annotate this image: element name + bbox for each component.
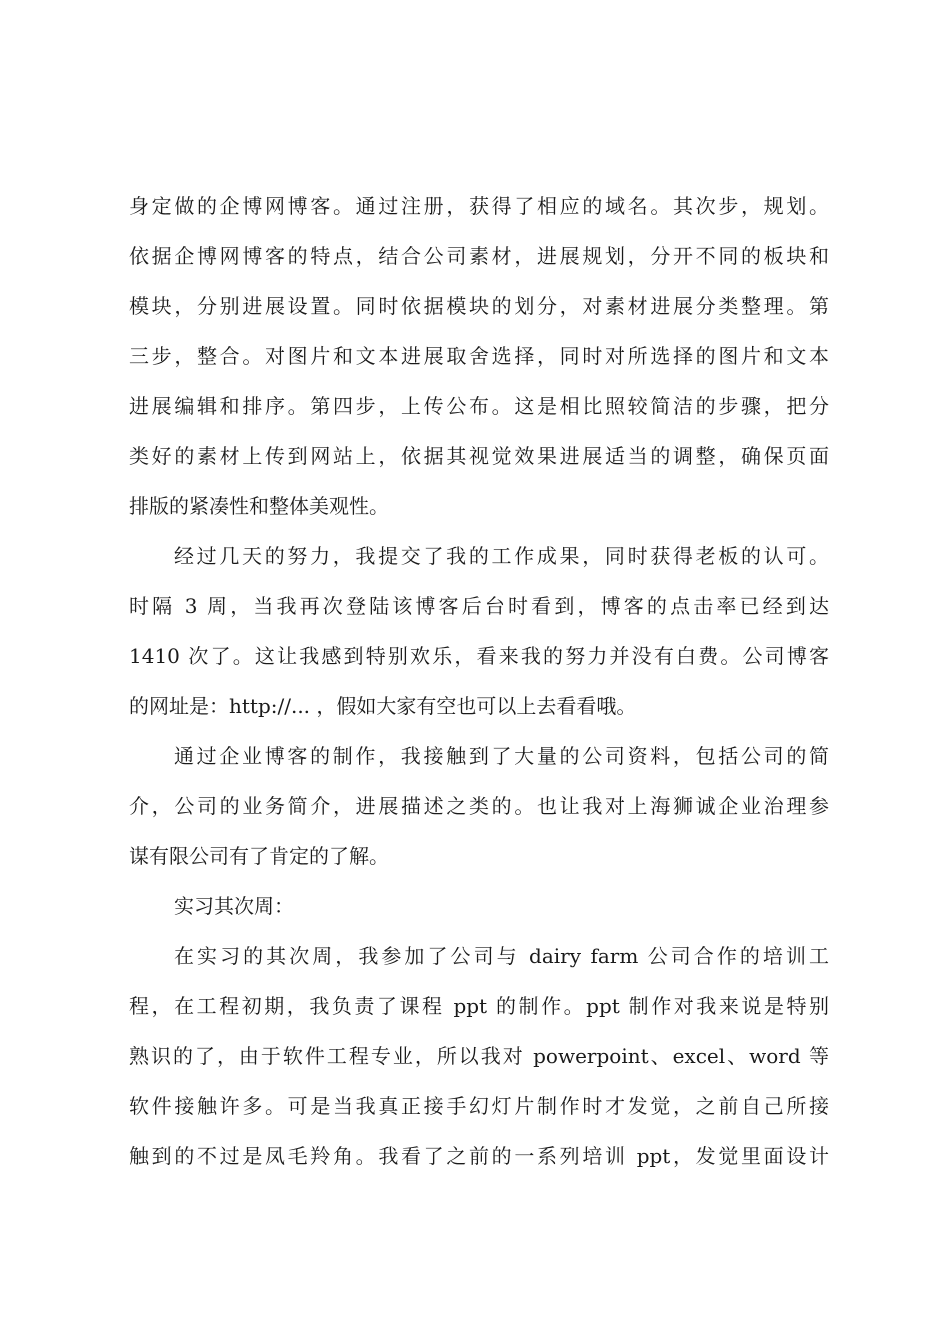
text-line: 经过几天的努力，我提交了我的工作成果，同时获得老板的认可。	[174, 544, 829, 568]
text-line: 进展编辑和排序。第四步，上传公布。这是相比照较简洁的步骤，把分	[129, 394, 829, 418]
text-line: 依据企博网博客的特点，结合公司素材，进展规划，分开不同的板块和	[129, 244, 829, 268]
text-line: 类好的素材上传到网站上，依据其视觉效果进展适当的调整，确保页面	[129, 444, 829, 468]
text-line: 的网址是：http://... ，假如大家有空也可以上去看看哦。	[129, 694, 637, 718]
section-heading: 实习其次周：	[174, 894, 294, 918]
text-line: 模块，分别进展设置。同时依据模块的划分，对素材进展分类整理。第	[129, 294, 829, 318]
text-line: 身定做的企博网博客。通过注册，获得了相应的域名。其次步，规划。	[129, 194, 829, 218]
text-line: 谋有限公司有了肯定的了解。	[129, 844, 389, 868]
text-line: 介，公司的业务简介，进展描述之类的。也让我对上海狮诚企业治理参	[129, 794, 829, 818]
text-line: 排版的紧凑性和整体美观性。	[129, 494, 389, 518]
text-line: 程，在工程初期，我负责了课程 ppt 的制作。ppt 制作对我来说是特别	[129, 994, 829, 1018]
text-line: 熟识的了，由于软件工程专业，所以我对 powerpoint、excel、word 等	[129, 1044, 829, 1068]
text-line: 时隔 3 周，当我再次登陆该博客后台时看到，博客的点击率已经到达	[129, 594, 829, 618]
text-line: 触到的不过是凤毛羚角。我看了之前的一系列培训 ppt，发觉里面设计	[129, 1144, 829, 1168]
text-line: 在实习的其次周，我参加了公司与 dairy farm 公司合作的培训工	[174, 944, 829, 968]
text-line: 三步，整合。对图片和文本进展取舍选择，同时对所选择的图片和文本	[129, 344, 829, 368]
text-line: 1410 次了。这让我感到特别欢乐，看来我的努力并没有白费。公司博客	[129, 644, 829, 668]
text-line: 软件接触许多。可是当我真正接手幻灯片制作时才发觉，之前自己所接	[129, 1094, 829, 1118]
text-line: 通过企业博客的制作，我接触到了大量的公司资料，包括公司的简	[174, 744, 829, 768]
